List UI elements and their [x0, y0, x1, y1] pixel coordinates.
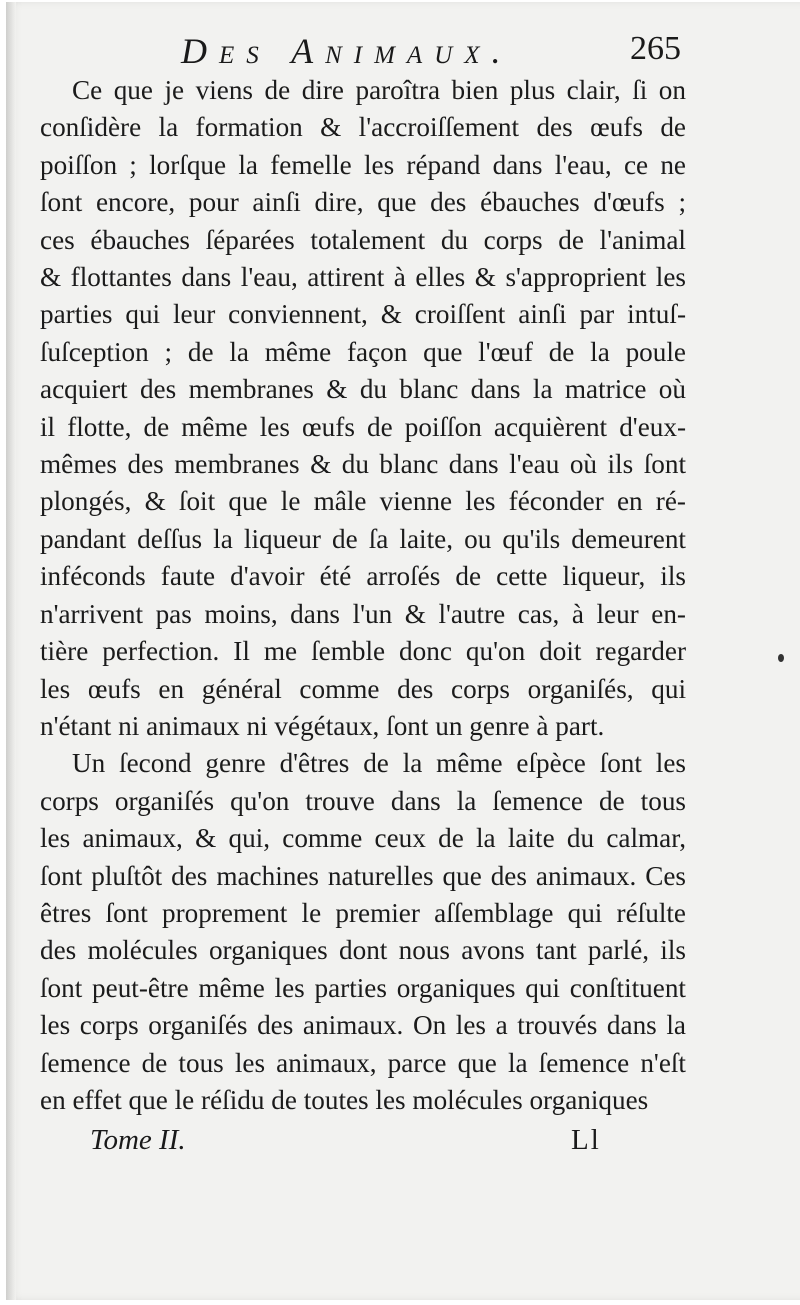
text-line: corps organiſés qu'on trouve dans la ſemence de tous [40, 785, 686, 816]
paragraph [40, 72, 686, 745]
running-title: Des Animaux. [181, 31, 513, 71]
paragraph [40, 745, 686, 1119]
text-line: ſemence de tous les animaux, parce que la ſemence n'eſt [40, 1047, 686, 1078]
book-page [6, 2, 800, 1300]
text-line: n'étant ni animaux ni végétaux, ſont un genre à part. [40, 710, 605, 741]
text-line: les corps organiſés des animaux. On les a trouvés dans la [40, 1010, 686, 1041]
page-number: 265 [630, 30, 681, 67]
text-line: plongés, & ſoit que le mâle vienne les féconder en ré- [40, 486, 686, 517]
page-header [6, 24, 800, 74]
signature-mark: Ll [571, 1124, 601, 1156]
text-line: pandant deſſus la liqueur de ſa laite, ou qu'ils demeurent [40, 523, 686, 554]
text-line: les œufs en général comme des corps organiſés, qui [40, 673, 686, 704]
text-line: n'arrivent pas moins, dans l'un & l'autre cas, à leur en- [40, 598, 686, 629]
text-line: ces ébauches ſéparées totalement du corps de l'animal [40, 224, 686, 255]
text-line: parties qui leur conviennent, & croiſſent ainſi par intuſ- [40, 299, 686, 330]
text-line: Un ſecond genre d'êtres de la même eſpèce ſont les [72, 748, 686, 779]
page-footer [6, 1124, 800, 1170]
text-line: tière perfection. Il me ſemble donc qu'on doit regarder [40, 636, 686, 667]
body-text [40, 72, 686, 1119]
text-line: & flottantes dans l'eau, attirent à elles & s'approprient les [40, 262, 686, 293]
text-line: ſont peut-être même les parties organiques qui conſtituent [40, 972, 686, 1003]
volume-label: Tome II. [90, 1124, 186, 1156]
text-line: en effet que le réſidu de toutes les molécules organiques [40, 1084, 649, 1115]
text-line: il flotte, de même les œufs de poiſſon acquièrent d'eux- [40, 411, 686, 442]
binding-edge [6, 2, 16, 1300]
text-line: poiſſon ; lorſque la femelle les répand dans l'eau, ce ne [40, 149, 686, 180]
text-line: êtres ſont proprement le premier aſſemblage qui réſulte [40, 897, 686, 928]
text-line: conſidère la formation & l'accroiſſement des œufs de [40, 112, 686, 143]
text-line: des molécules organiques dont nous avons tant parlé, ils [40, 935, 686, 966]
text-line: les animaux, & qui, comme ceux de la laite du calmar, [40, 823, 686, 854]
ink-speck [778, 654, 784, 662]
text-line: inféconds faute d'avoir été arroſés de cette liqueur, ils [40, 561, 686, 592]
text-line: acquiert des membranes & du blanc dans la matrice où [40, 374, 686, 405]
text-line: ſont pluſtôt des machines naturelles que des animaux. Ces [40, 860, 686, 891]
text-line: ſuſception ; de la même façon que l'œuf de la poule [40, 336, 686, 367]
text-line: Ce que je viens de dire paroîtra bien plus clair, ſi on [72, 75, 686, 105]
text-line: ſont encore, pour ainſi dire, que des ébauches d'œufs ; [40, 187, 686, 218]
text-line: mêmes des membranes & du blanc dans l'eau où ils ſont [40, 449, 686, 480]
